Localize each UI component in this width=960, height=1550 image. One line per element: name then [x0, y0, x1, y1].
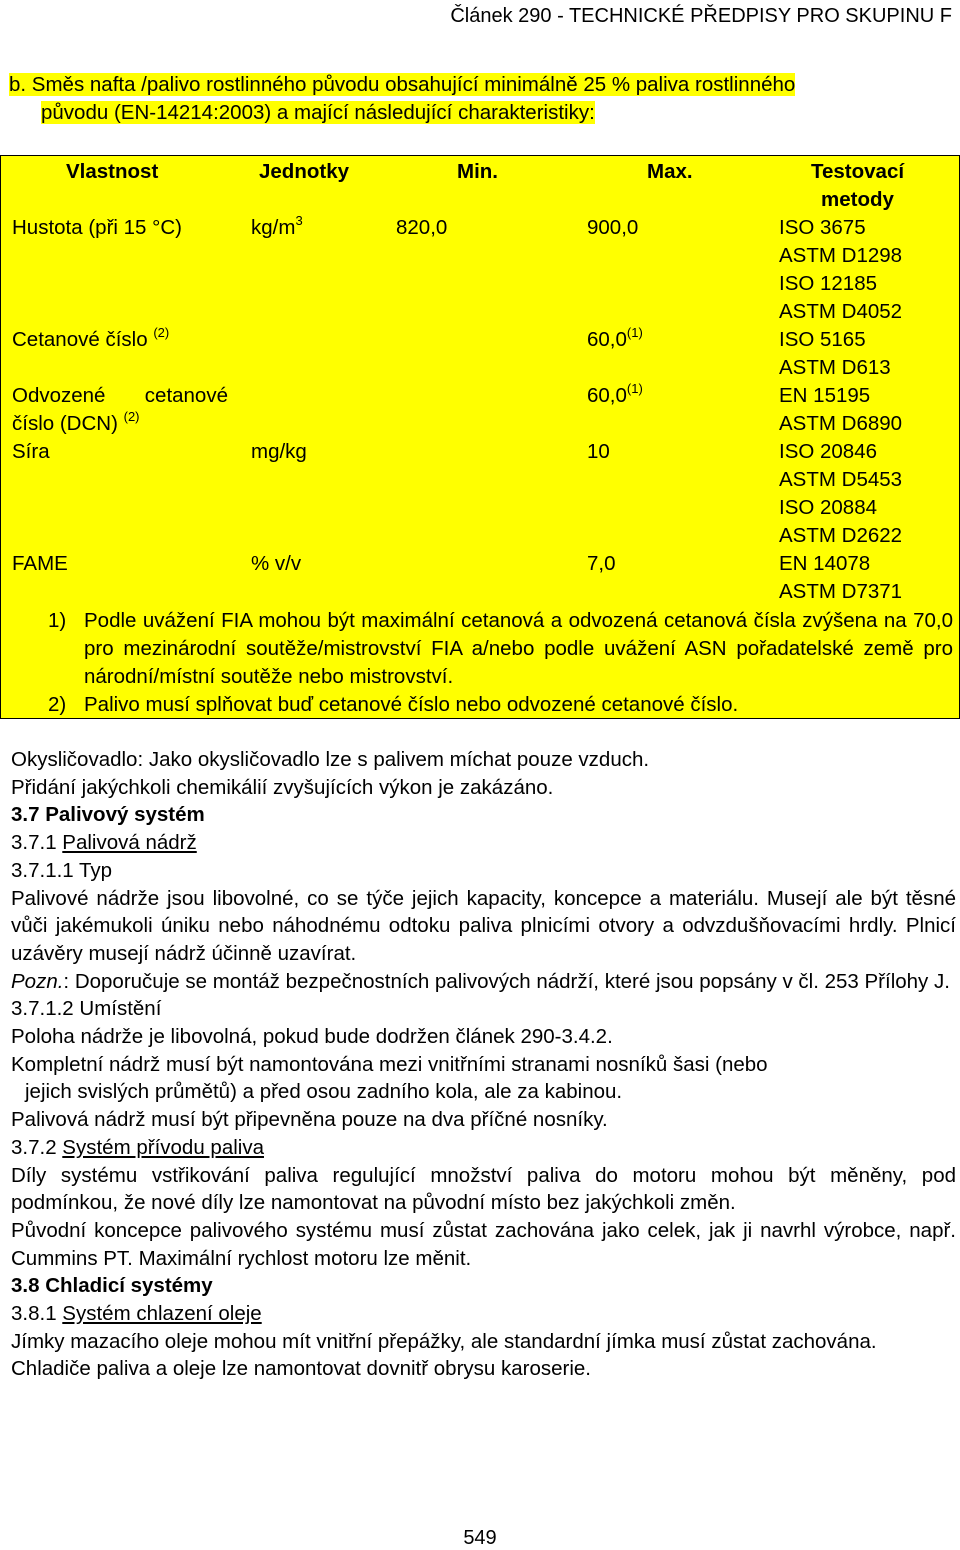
heading-3-8: 3.8 Chladicí systémy: [11, 1274, 213, 1298]
row-density-method-2: ASTM D1298: [779, 244, 903, 267]
intro-line-1: b. Směs nafta /palivo rostlinného původu obsahující minimálně 25 % paliva rostlinného: [9, 73, 796, 96]
row-sulfur-method-4: ASTM D2622: [779, 524, 903, 547]
paragraph-tank-position: Poloha nádrže je libovolná, pokud bude dodržen článek 290-3.4.2.: [11, 1025, 613, 1049]
col-header-method-1: Testovací: [811, 160, 905, 183]
fuel-spec-table: [0, 155, 960, 719]
row-cetane-name: Cetanové číslo $^{(2)}$: [12, 325, 170, 351]
table-note-1: 1) Podle uvážení FIA mohou být maximální cetanová a odvozená cetanová čísla zvýšena na 70,0 pro mezinárodní soutěže/mistrovství FIA a/nebo podle uvážení ASN pořadatelské země pro národní/místní soutěže nebo mistrovství.: [48, 609, 953, 688]
heading-3-7-1: 3.7.1 Palivová nádrž: [11, 831, 197, 855]
col-header-property: Vlastnost: [66, 160, 159, 183]
heading-3-8-1: 3.8.1 Systém chlazení oleje: [11, 1302, 262, 1326]
row-dcn-method-2: ASTM D6890: [779, 412, 903, 435]
paragraph-tank-mount-1: Kompletní nádrž musí být namontována mezi vnitřními stranami nosníků šasi (nebo: [11, 1052, 768, 1076]
page-header: Článek 290 - TECHNICKÉ PŘEDPISY PRO SKUPINU F: [450, 5, 952, 27]
heading-3-7-1-2: 3.7.1.2 Umístění: [11, 997, 162, 1021]
row-density-min: 820,0: [396, 216, 448, 239]
intro-line-2: původu (EN-14214:2003) a mající následující charakteristiky:: [41, 101, 595, 124]
row-cetane-method-2: ASTM D613: [779, 356, 891, 379]
col-header-max: Max.: [647, 160, 693, 183]
row-sulfur-unit: mg/kg: [251, 440, 307, 463]
row-fame-unit: % v/v: [251, 552, 302, 575]
row-density-method-4: ASTM D4052: [779, 300, 903, 323]
row-fame-method-2: ASTM D7371: [779, 580, 903, 603]
paragraph-chemicals: Přidání jakýchkoli chemikálií zvyšujících výkon je zakázáno.: [11, 775, 554, 799]
row-sulfur-max: 10: [587, 440, 610, 463]
document-body: [11, 746, 956, 1383]
paragraph-concept: Původní koncepce palivového systému musí zůstat zachována jako celek, jak ji navrhl výrobce, např. Cummins PT. Maximální rychlost motoru lze měnit.: [11, 1218, 956, 1270]
heading-3-7-1-1: 3.7.1.1 Typ: [11, 858, 113, 882]
intro-paragraph: [9, 71, 954, 127]
row-dcn-max: 60,0$^{(1)}$: [587, 381, 643, 407]
paragraph-injection: Díly systému vstřikování paliva regulující množství paliva do motoru mohou být měněny, pod podmínkou, že nové díly lze namontovat na původní místo bez jakýchkoli změn.: [11, 1163, 956, 1215]
row-density-max: 900,0: [587, 216, 639, 239]
col-header-method-2: metody: [821, 188, 894, 211]
row-density-unit: $kg/m^3$: [251, 213, 303, 239]
paragraph-tank-type: Palivové nádrže jsou libovolné, co se týče jejich kapacity, koncepce a materiálu. Musejí ale být těsné vůči jakémukoli úniku nebo náhodnému odtoku paliva plnicími otvory a odvzdušňovacími hrdly. Plnicí uzávěry musejí nádrž účinně uzavírat.: [11, 886, 956, 965]
col-header-unit: Jednotky: [259, 160, 349, 183]
paragraph-oxidizer: Okysličovadlo: Jako okysličovadlo lze s palivem míchat pouze vzduch.: [11, 748, 650, 771]
col-header-min: Min.: [457, 160, 498, 183]
paragraph-tank-beams: Palivová nádrž musí být připevněna pouze na dva příčné nosníky.: [11, 1108, 608, 1132]
row-sulfur-method-2: ASTM D5453: [779, 468, 903, 491]
row-density-method-3: ISO 12185: [779, 272, 878, 295]
table-note-2: 2) Palivo musí splňovat buď cetanové číslo nebo odvozené cetanové číslo.: [48, 693, 739, 716]
row-sulfur-method-1: ISO 20846: [779, 440, 878, 463]
row-dcn-method-1: EN 15195: [779, 384, 871, 407]
row-cetane-method-1: ISO 5165: [779, 328, 866, 351]
row-dcn-name-2: číslo (DCN) $^{(2)}$: [12, 409, 140, 435]
row-sulfur-name: Síra: [12, 440, 50, 463]
paragraph-tank-mount-2: jejich svislých průmětů) a před osou zadního kola, ale za kabinou.: [25, 1080, 623, 1104]
paragraph-coolers: Chladiče paliva a oleje lze namontovat dovnitř obrysu karoserie.: [11, 1357, 592, 1381]
row-density-name: Hustota (při 15 °C): [12, 216, 182, 239]
row-fame-method-1: EN 14078: [779, 552, 871, 575]
heading-3-7-2: 3.7.2 Systém přívodu paliva: [11, 1135, 264, 1159]
row-dcn-name-1: Odvozené cetanové: [12, 384, 228, 407]
row-fame-max: 7,0: [587, 552, 616, 575]
row-fame-name: FAME: [12, 552, 68, 575]
row-sulfur-method-3: ISO 20884: [779, 496, 878, 519]
paragraph-oil-sump: Jímky mazacího oleje mohou mít vnitřní přepážky, ale standardní jímka musí zůstat zachována.: [11, 1329, 877, 1353]
paragraph-note: Pozn.: Doporučuje se montáž bezpečnostních palivových nádrží, které jsou popsány v čl. 253 Přílohy J.: [11, 969, 950, 993]
row-cetane-max: 60,0$^{(1)}$: [587, 325, 643, 351]
heading-3-7: 3.7 Palivový systém: [11, 803, 205, 827]
row-density-method-1: ISO 3675: [779, 216, 866, 239]
page-number: 549: [463, 1527, 497, 1549]
